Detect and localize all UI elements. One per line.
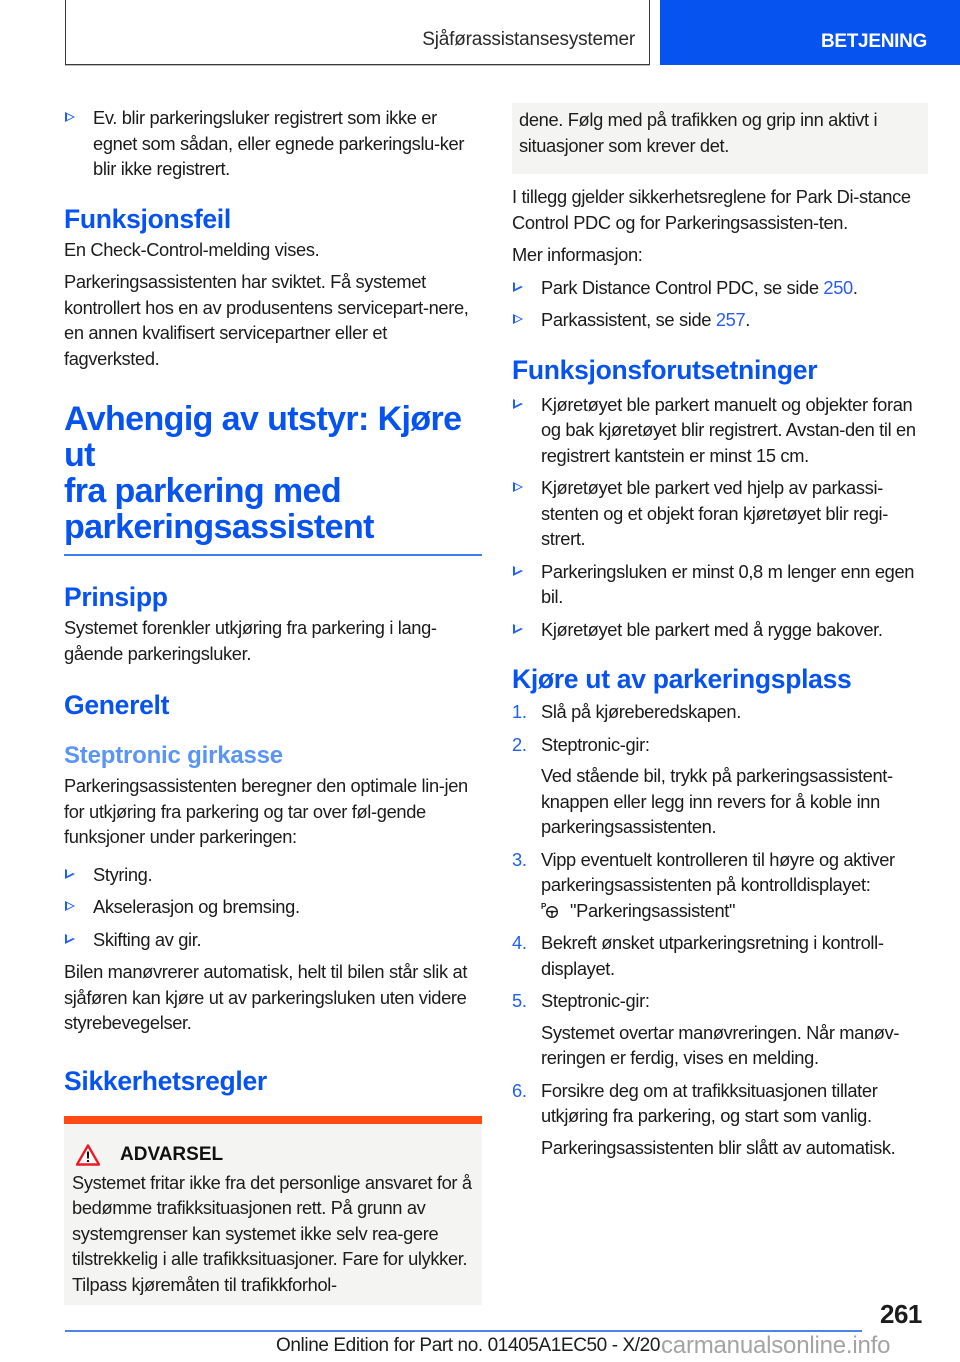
bullet-triangle-icon [513,624,523,634]
list-item [512,559,928,610]
chapter-tab[interactable] [660,0,960,65]
heading-sikkerhetsregler: Sikkerhetsregler [64,1065,267,1096]
warning-triangle-icon [76,1144,100,1166]
page-link-250[interactable]: 250 [823,276,853,298]
step-text: Bekreft ønsket utparkeringsretning i kontroll-displayet. [541,932,884,979]
list-item [512,275,928,301]
list-item [64,862,482,888]
paragraph: Parkeringsassistenten har sviktet. Få systemet kontrollert hos en av produsentens servicepart-nere, en annen kvalifisert servicepartner eller et fagverksted. [64,271,469,369]
list-item-text: Park Distance Control PDC, se side [541,276,824,298]
step-item [512,699,928,725]
paragraph: I tillegg gjelder sikkerhetsreglene for Park Di-stance Control PDC og for Parkeringsassisten-ten. [512,186,911,233]
list-item [512,392,928,469]
list-item-text: Ev. blir parkeringsluker registrert som ikke er egnet som sådan, eller egnede parkeringslu-ker blir ikke registrert. [93,107,465,179]
bullet-triangle-icon [65,112,75,122]
step-subtext: Ved stående bil, trykk på parkeringsassistent-knappen eller legg inn revers for å koble inn parkeringsassistenten. [541,765,893,837]
watermark: carmanualsonline.info [661,1332,891,1359]
list-item [64,105,482,182]
step-item [512,988,928,1071]
list-item [512,307,928,333]
chapter-tab-label: BETJENING [820,31,927,52]
step-item [512,1078,928,1161]
menu-item-label: "Parkeringsassistent" [570,899,736,921]
warning-header [76,1144,474,1166]
warning-title: ADVARSEL [120,1143,224,1165]
bullet-triangle-icon [65,869,75,879]
step-text: Steptronic-gir: [541,990,650,1011]
bullet-triangle-icon [513,566,523,576]
punctuation: . [852,276,858,298]
step-number: 3. [512,848,527,870]
paragraph: Parkeringsassistenten beregner den optimale lin-jen for utkjøring fra parkering og tar over føl-gende funksjoner under parkeringen: [64,775,468,847]
step-number: 4. [512,932,527,953]
bullet-triangle-icon [513,399,523,409]
heading-generelt: Generelt [64,690,170,720]
list-item-text: Kjøretøyet ble parkert manuelt og objekter foran og bak kjøretøyet blir registrert. Avstan-den til en registrert kantstein er minst 15 cm. [541,393,916,466]
step-item [512,847,928,924]
parking-assistant-icon [541,901,559,919]
step-item [512,732,928,840]
bullet-triangle-icon [513,482,523,492]
list-item [512,475,928,552]
main-heading-line: parkeringsassistent [64,508,374,546]
list-item [512,617,928,643]
step-number: 6. [512,1079,527,1101]
paragraph: En Check-Control-melding vises. [64,238,320,260]
main-heading-line: fra parkering med [64,472,342,510]
paragraph: Systemet forenkler utkjøring fra parkering i lang-gående parkeringsluker. [64,617,437,664]
svg-text:P: P [541,902,546,912]
main-heading [64,401,482,545]
punctuation: . [745,309,751,330]
step-subtext: Parkeringsassistenten blir slått av automatisk. [541,1136,896,1158]
warning-box-continued [512,103,928,174]
header-section-box [65,0,650,65]
list-item-text: Kjøretøyet ble parkert med å rygge bakover. [541,618,883,640]
heading-prinsipp: Prinsipp [64,582,168,612]
step-text: Vipp eventuelt kontrolleren til høyre og aktiver parkeringsassistenten på kontrolldisplayet: [541,848,895,895]
edition-text: Online Edition for Part no. 01405A1EC50 - X/20 [276,1335,661,1356]
warning-text: Systemet fritar ikke fra det personlige ansvaret for å bedømme trafikksituasjonen rett. På grunn av systemgrenser kan systemet ikke selv rea-gere tilstrekkelig i alle trafikksituasjoner. Fare for ulykker. Tilpass kjøremåten til trafikkforhol- [72,1171,472,1295]
warning-box [64,1116,482,1306]
warning-text: dene. Følg med på trafikken og grip inn aktivt i situasjoner som krever det. [519,109,878,156]
step-text: Steptronic-gir: [541,733,650,755]
heading-kjore-ut: Kjøre ut av parkeringsplass [512,664,852,694]
step-text: Slå på kjøreberedskapen. [541,701,741,722]
step-subtext: Systemet overtar manøvreringen. Når manøv-reringen er ferdig, vises en melding. [541,1021,900,1068]
left-column [64,100,482,1305]
page-number: 261 [880,1299,922,1329]
step-number: 1. [512,701,527,722]
list-item-text: Akselerasjon og bremsing. [93,896,300,917]
paragraph: Bilen manøvrerer automatisk, helt til bilen står slik at sjåføren kan kjøre ut av parkeringsluken uten videre styrebevegelser. [64,961,468,1033]
list-item [64,927,482,953]
heading-funksjonsforutsetninger: Funksjonsforutsetninger [512,354,818,385]
right-column [512,103,928,1167]
list-item [64,894,482,920]
list-item-text: Styring. [93,863,153,885]
bullet-triangle-icon [513,282,523,292]
step-number: 5. [512,990,527,1011]
list-item-text: Parkeringsluken er minst 0,8 m lenger enn egen bil. [541,560,915,607]
section-title: Sjåførassistansesystemer [422,29,635,50]
heading-funksjonsfeil: Funksjonsfeil [64,203,231,234]
step-number: 2. [512,733,527,755]
main-heading-line: Avhengig av utstyr: Kjøre ut [64,400,462,474]
step-item [512,930,928,981]
menu-item-line [541,898,928,924]
page-link-257[interactable]: 257 [715,309,746,330]
list-item-text: Parkassistent, se side [541,309,716,330]
bullet-triangle-icon [65,934,75,944]
subheading-steptronic: Steptronic girkasse [64,742,283,769]
step-text: Forsikre deg om at trafikksituasjonen tillater utkjøring fra parkering, og start som vanlig. [541,1079,878,1126]
bullet-triangle-icon [513,314,523,324]
list-item-text: Kjøretøyet ble parkert ved hjelp av parkassi-stenten og et objekt foran kjøretøyet blir regi-strert. [541,477,888,549]
bullet-triangle-icon [65,901,75,911]
paragraph: Mer informasjon: [512,244,643,265]
list-item-text: Skifting av gir. [93,928,202,950]
heading-rule [64,554,482,556]
